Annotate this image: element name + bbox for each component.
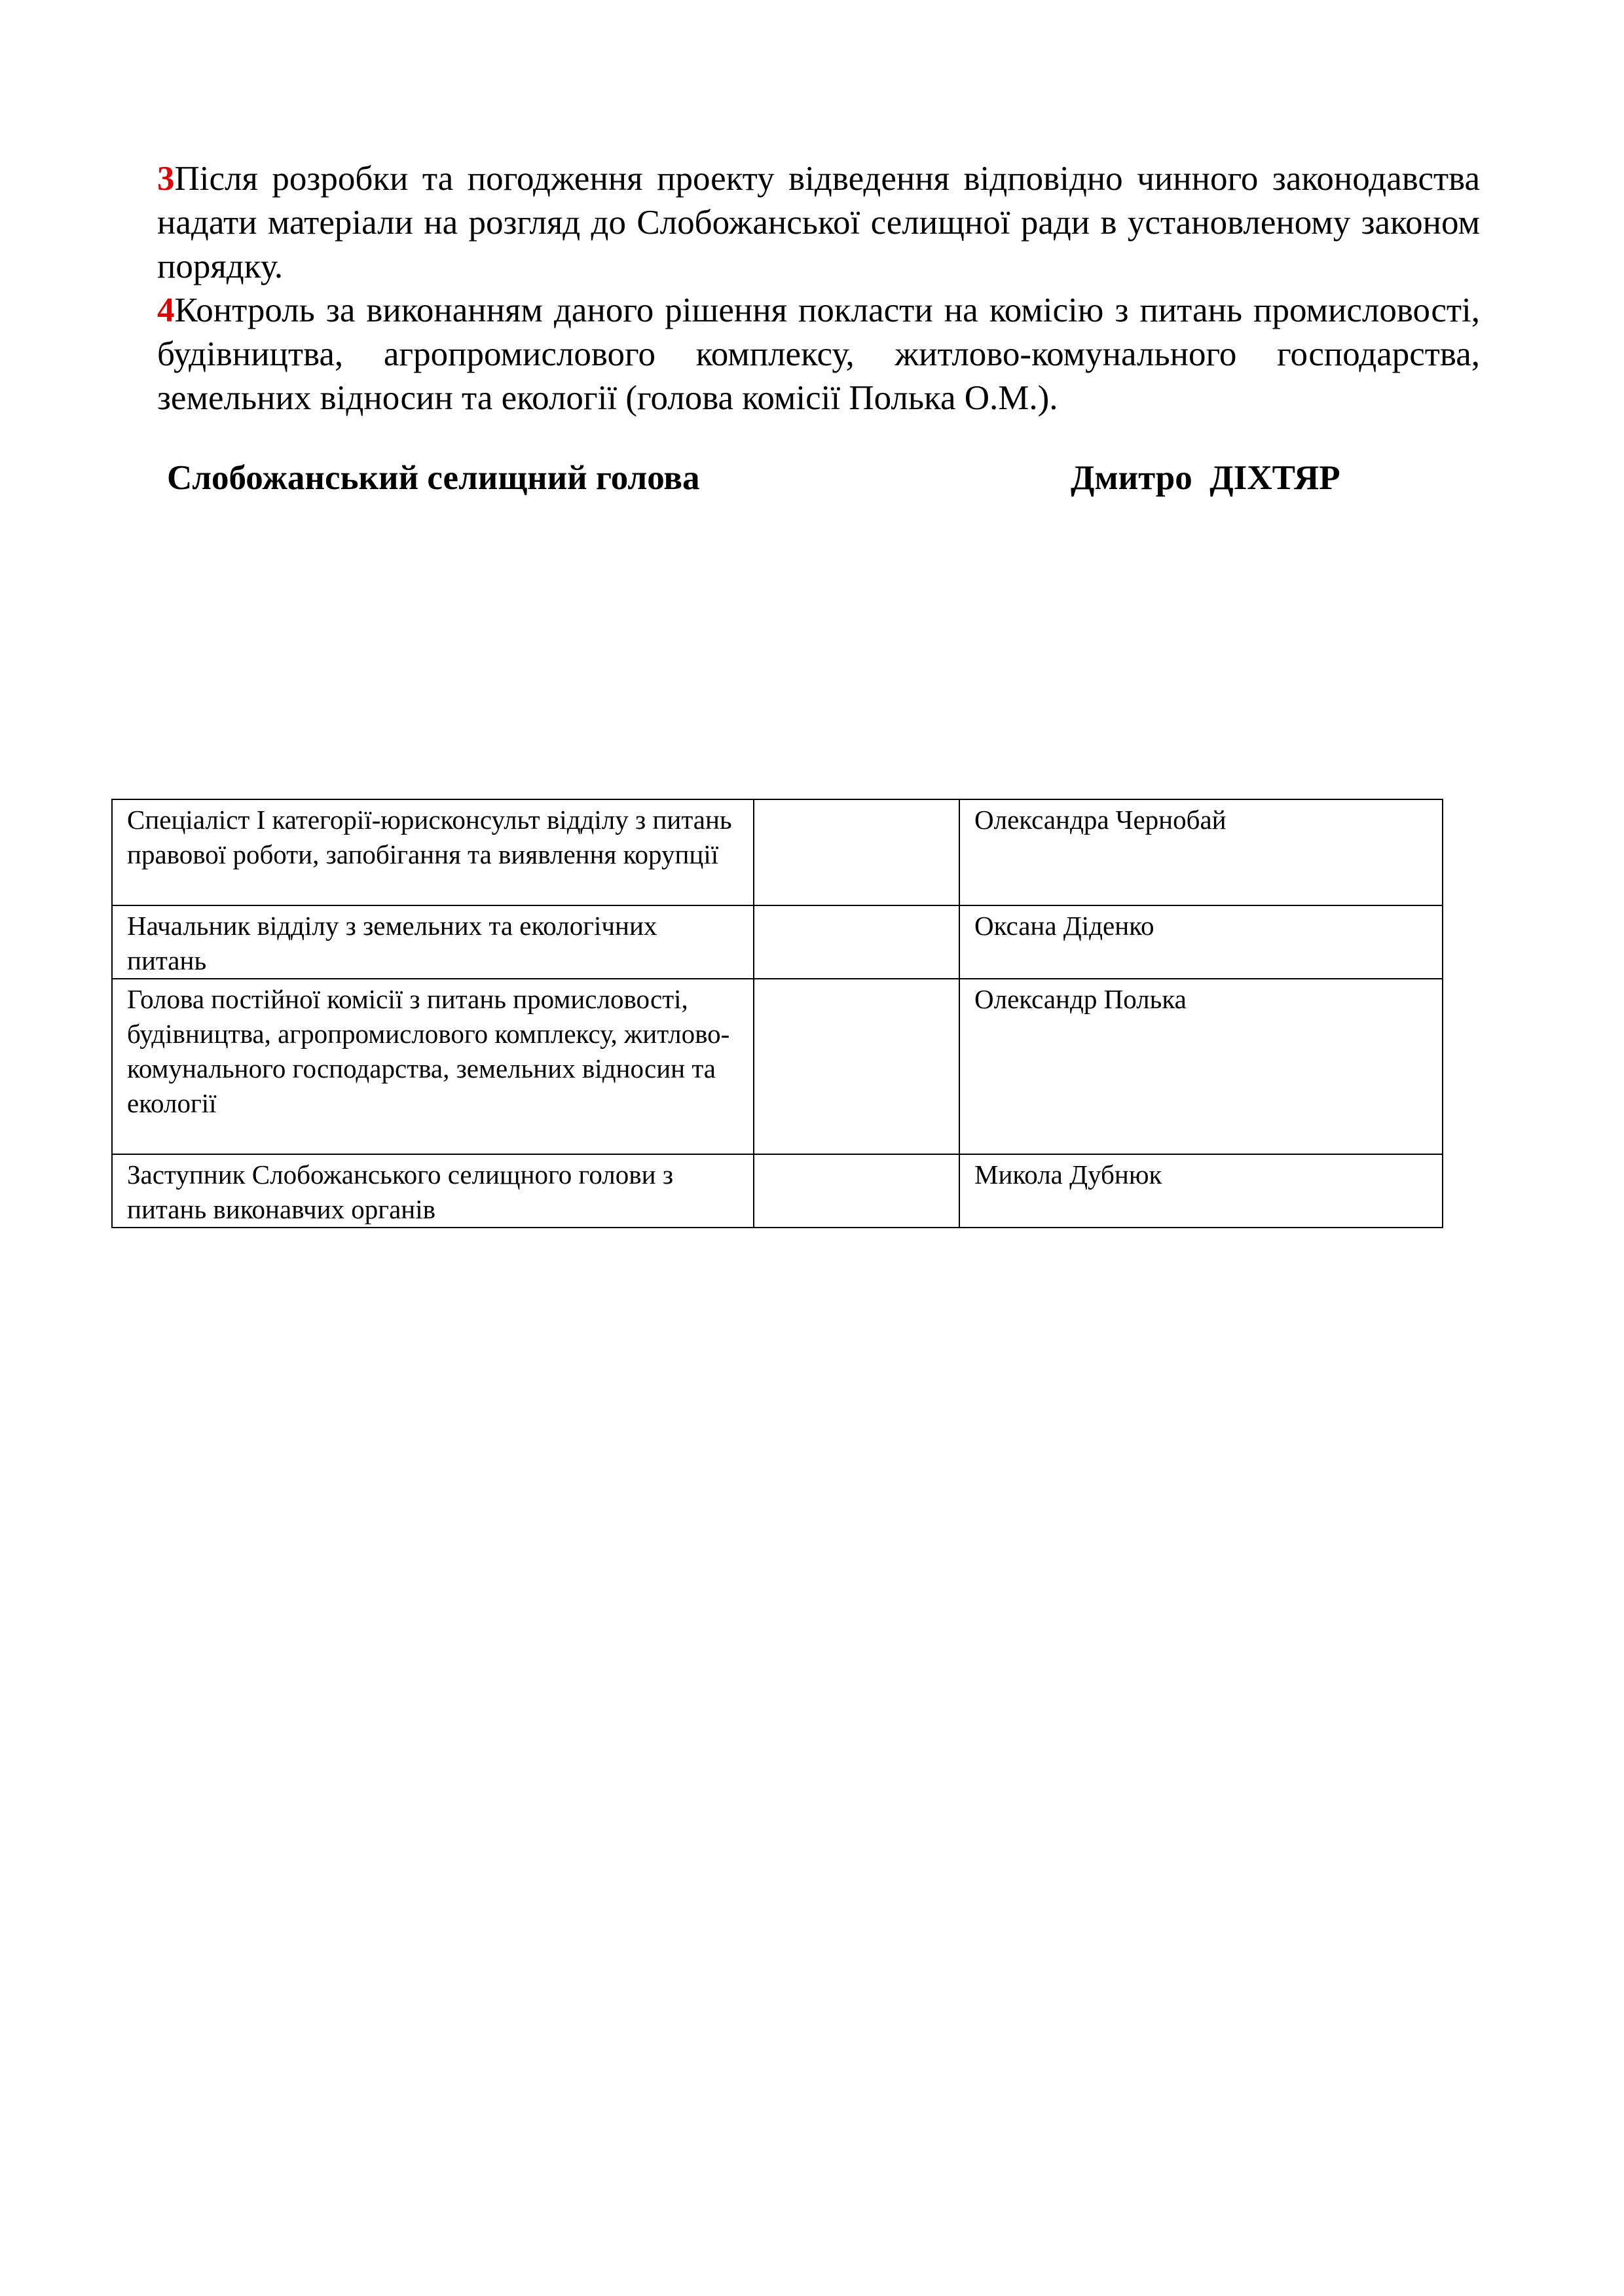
paragraph-text: Контроль за виконанням даного рішення покласти на комісію з питань промисловості, будівництва, агропромислового комплексу, житлово-комунального господарства, земельних відносин та екології (голова комісії Полька О.М.). xyxy=(157,291,1480,417)
table-row xyxy=(112,905,1443,979)
signatory-title: Слобожанський селищний голова xyxy=(167,459,700,497)
approver-signature-cell xyxy=(754,799,959,905)
paragraph-text: Після розробки та погодження проекту відведення відповідно чинного законодавства надати матеріали на розгляд до Слобожанської селищної ради в установленому законом порядку. xyxy=(157,160,1480,285)
approver-position: Начальник відділу з земельних та екологічних питань xyxy=(112,905,754,979)
paragraph-number: 3 xyxy=(157,160,175,198)
table-row xyxy=(112,1154,1443,1228)
paragraph-3 xyxy=(157,157,1480,289)
approver-signature-cell xyxy=(754,1154,959,1228)
approver-name: Микола Дубнюк xyxy=(959,1154,1443,1228)
signature-block xyxy=(167,458,1411,511)
decision-body xyxy=(157,157,1480,420)
approver-name: Олександр Полька xyxy=(959,979,1443,1154)
approver-position: Заступник Слобожанського селищного голови з питань виконавчих органів xyxy=(112,1154,754,1228)
approval-table xyxy=(111,799,1443,1228)
approver-position: Спеціаліст І категорії-юрисконсульт відділу з питань правової роботи, запобігання та виявлення корупції xyxy=(112,799,754,905)
table-row xyxy=(112,799,1443,905)
signatory-name: Дмитро ДІХТЯР xyxy=(1071,459,1340,497)
table-row xyxy=(112,979,1443,1154)
approver-name: Оксана Діденко xyxy=(959,905,1443,979)
approver-name: Олександра Чернобай xyxy=(959,799,1443,905)
paragraph-4 xyxy=(157,289,1480,420)
approver-position: Голова постійної комісії з питань промисловості, будівництва, агропромислового комплексу, житлово-комунального господарства, земельних відносин та екології xyxy=(112,979,754,1154)
approver-signature-cell xyxy=(754,905,959,979)
approver-signature-cell xyxy=(754,979,959,1154)
paragraph-number: 4 xyxy=(157,291,175,329)
